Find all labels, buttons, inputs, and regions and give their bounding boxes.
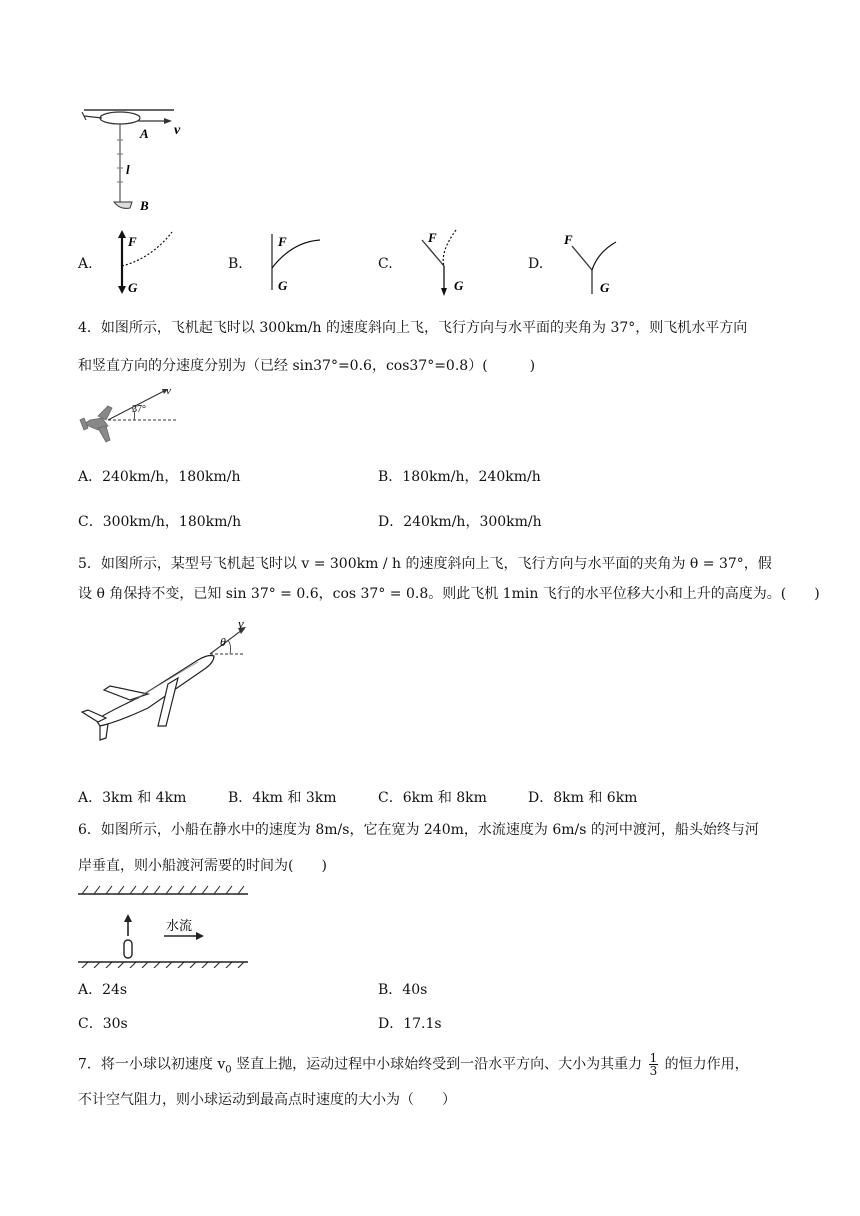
q7-subscript: 0 — [225, 1064, 232, 1076]
q3-option-d-key: D. — [528, 256, 544, 272]
q5-text-line1: 5．如图所示，某型号飞机起飞时以 v = 300km / h 的速度斜向上飞，飞行方向与水平面的夹角为 θ = 37°，假 — [78, 556, 772, 572]
q3-option-a-graph — [112, 228, 176, 296]
label-v: v — [174, 123, 181, 138]
q6-option-d: D．17.1s — [378, 1016, 442, 1032]
q4-fig-v: v — [166, 385, 171, 397]
q6-water-flow-label: 水流 — [166, 918, 193, 933]
label-b: B — [140, 198, 149, 213]
q4-text-line2: 和竖直方向的分速度分别为（已经 sin37°=0.6，cos37°=0.8）( ) — [78, 358, 536, 374]
q3-option-b-graph — [262, 228, 326, 296]
q5-airplane-figure — [78, 616, 258, 742]
q7-frac-num: 1 — [649, 1051, 658, 1065]
q7-frac-den: 3 — [649, 1064, 658, 1078]
q3-option-d-graph — [562, 228, 632, 298]
q6-option-a: A．24s — [78, 982, 128, 998]
q4-option-c: C．300km/h，180km/h — [78, 514, 242, 530]
q6-river-figure — [78, 884, 250, 968]
q7-line1-pre: 7．将一小球以初速度 v — [78, 1056, 226, 1073]
q7-fraction — [649, 1052, 659, 1077]
q6-text-line1: 6．如图所示，小船在静水中的速度为 8m/s，它在宽为 240m，水流速度为 6m/s 的河中渡河，船头始终与河 — [78, 822, 759, 838]
q3-c-g: G — [454, 278, 464, 293]
q5-option-b: B．4km 和 3km — [228, 790, 337, 806]
q3-option-c-graph — [410, 226, 480, 298]
q3-d-g: G — [600, 280, 610, 295]
q7-line1-mid: 竖直上抛，运动过程中小球始终受到一沿水平方向、大小为其重力 — [231, 1056, 643, 1073]
q3-d-f: F — [564, 232, 573, 247]
q4-option-b: B．180km/h，240km/h — [378, 469, 541, 485]
q4-fig-angle: 37° — [132, 404, 146, 415]
q6-text-line2: 岸垂直，则小船渡河需要的时间为( ) — [78, 858, 327, 874]
q4-text-line1: 4．如图所示，飞机起飞时以 300km/h 的速度斜向上飞，飞行方向与水平面的夹角为 37°，则飞机水平方向 — [78, 320, 748, 336]
q4-option-a: A．240km/h，180km/h — [78, 469, 241, 485]
q3-option-b-key: B. — [228, 256, 243, 272]
q5-text-line2: 设 θ 角保持不变，已知 sin 37° = 0.6，cos 37° = 0.8。则此飞机 1min 飞行的水平位移大小和上升的高度为。( ) — [78, 586, 820, 602]
helicopter-figure — [78, 104, 188, 216]
q3-option-a-key: A. — [78, 256, 93, 272]
q4-airplane-figure — [78, 384, 188, 454]
q5-option-a: A．3km 和 4km — [78, 790, 187, 806]
q7-line1-post: 的恒力作用， — [660, 1056, 749, 1073]
q5-option-c: C．6km 和 8km — [378, 790, 487, 806]
q6-option-c: C．30s — [78, 1016, 128, 1032]
q3-option-c-key: C. — [378, 256, 393, 272]
q5-fig-theta: θ — [220, 635, 226, 649]
q7-text-line2: 不计空气阻力，则小球运动到最高点时速度的大小为（ ） — [78, 1092, 456, 1108]
label-a: A — [140, 126, 149, 141]
q3-c-f: F — [428, 230, 437, 245]
label-l: l — [126, 162, 130, 177]
q6-option-b: B．40s — [378, 982, 428, 998]
q3-b-f: F — [278, 234, 287, 249]
q3-a-g: G — [128, 280, 138, 295]
q5-fig-v: v — [238, 616, 244, 631]
q5-option-d: D．8km 和 6km — [528, 790, 638, 806]
q4-option-d: D．240km/h，300km/h — [378, 514, 542, 530]
q7-text-line1 — [78, 1052, 749, 1080]
q3-a-f: F — [128, 234, 137, 249]
q3-b-g: G — [278, 278, 288, 293]
